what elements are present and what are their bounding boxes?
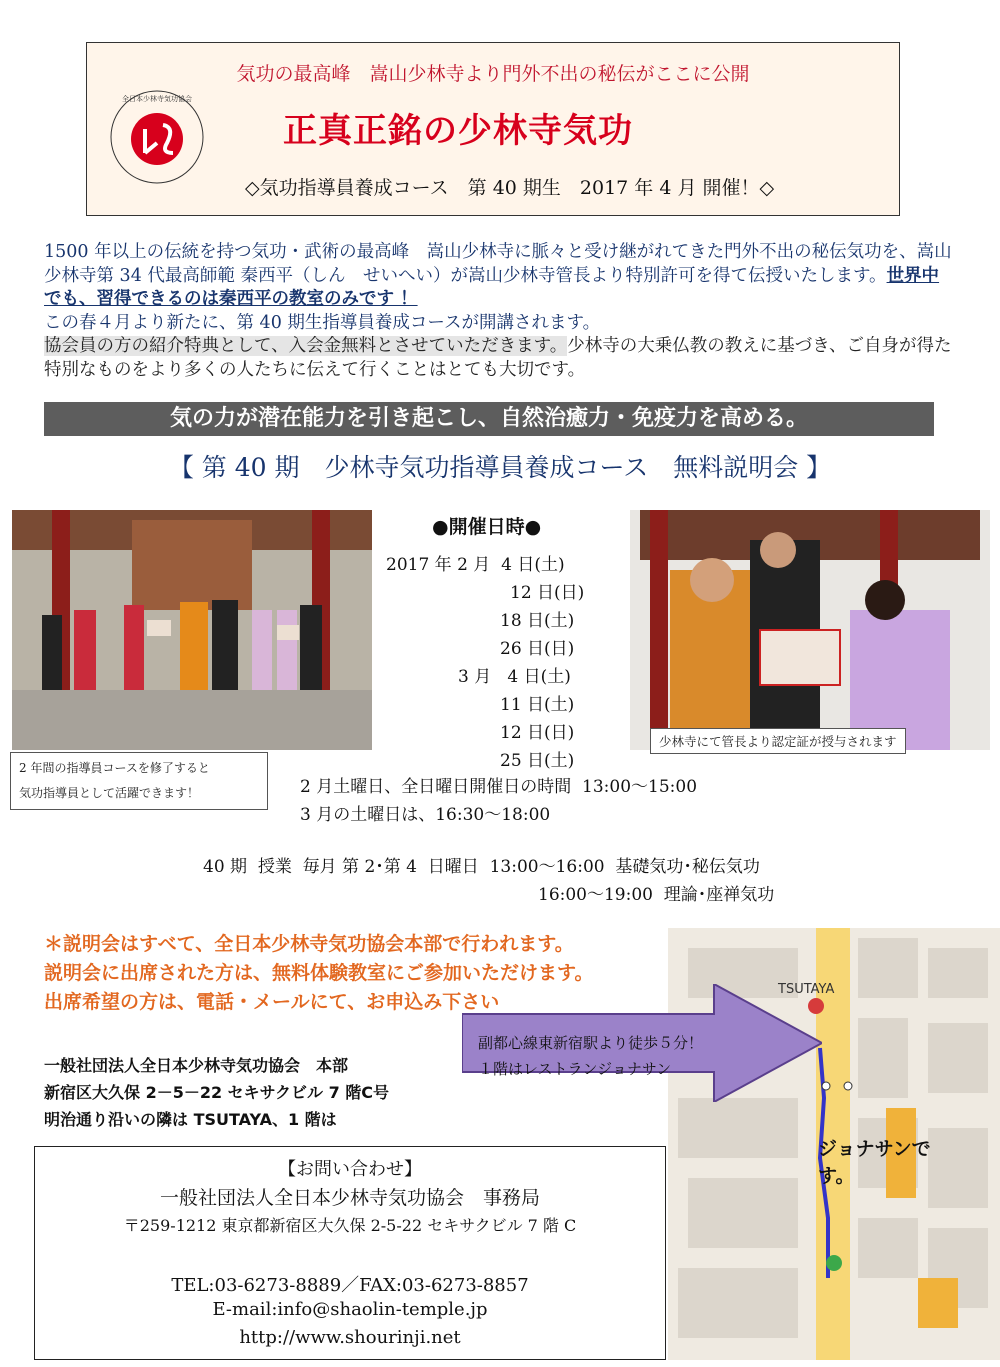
contact-heading: 【お問い合わせ】 xyxy=(278,1159,422,1180)
schedule-date: 3 月 4 日(土) xyxy=(458,667,571,687)
map-tsutaya-label: TSUTAYA xyxy=(778,982,835,997)
schedule-date: 11 日(土) xyxy=(500,695,575,715)
address-line-1: 一般社団法人全日本少林寺気功協会 本部 xyxy=(44,1056,349,1075)
header-subtitle: 気功の最高峰 嵩山少林寺より門外不出の秘伝がここに公開 xyxy=(236,63,750,85)
class-schedule-2: 16:00～19:00 理論･座禅気功 xyxy=(538,885,775,905)
intro-p3: 少林寺の大乗仏教の教えに基づき、ご自身が得た特別なものをより多くの人たちに伝えて行くことはとても大切です。 xyxy=(44,336,952,380)
notice-line-3: 出席希望の方は、電話・メールにて、お申込み下さい xyxy=(44,991,500,1013)
arrow-text-2: １階はレストランジョナサン xyxy=(478,1060,672,1078)
schedule-date: 2017 年 2 月 4 日(土) xyxy=(386,555,565,575)
left-photo-caption xyxy=(10,752,268,810)
contact-address: 〒259-1212 東京都新宿区大久保 2-5-22 セキサクビル 7 階 C xyxy=(123,1216,577,1235)
schedule-time-feb: 2 月土曜日、全日曜日開催日の時間 13:00～15:00 xyxy=(300,777,698,797)
header-box xyxy=(86,42,900,216)
intro-highlight: 協会員の方の紹介特典として、入会金無料とさせていただきます。 xyxy=(44,336,568,356)
address-line-3: 明治通り沿いの隣は TSUTAYA、1 階は xyxy=(44,1110,337,1129)
left-caption-line1: 2 年間の指導員コースを修了すると xyxy=(19,761,210,775)
notice-line-2: 説明会に出席された方は、無料体験教室にご参加いただけます。 xyxy=(44,962,594,984)
contact-website[interactable]: http://www.shourinji.net xyxy=(239,1327,461,1348)
association-logo xyxy=(107,87,207,187)
arrow-text-1: 副都心線東新宿駅より徒歩５分！ xyxy=(478,1034,704,1052)
course-announcement: ◇気功指導員養成コース 第 40 期生 2017 年 4 月 開催！◇ xyxy=(245,177,775,199)
certificate-photo xyxy=(630,510,990,750)
left-caption-line2: 気功指導員として活躍できます！ xyxy=(19,786,200,800)
headquarters-address xyxy=(44,1052,389,1133)
schedule-date: 12 日(日) xyxy=(510,583,585,603)
schedule-date: 25 日(土) xyxy=(500,751,575,771)
contact-phone: TEL:03-6273-8889／FAX:03-6273-8857 xyxy=(171,1275,529,1296)
intro-text xyxy=(44,241,954,382)
schedule-time-mar: 3 月の土曜日は、16:30～18:00 xyxy=(300,805,551,825)
right-photo-caption: 少林寺にて管長より認定証が授与されます xyxy=(650,728,906,754)
group-photo xyxy=(12,510,372,750)
class-schedule-1: 40 期 授業 毎月 第 2･第 4 日曜日 13:00～16:00 基礎気功･秘伝気功 xyxy=(203,857,760,877)
schedule-heading: ●開催日時● xyxy=(432,516,542,538)
contact-box xyxy=(34,1146,666,1360)
notice-line-1: ＊説明会はすべて、全日本少林寺気功協会本部で行われます。 xyxy=(44,933,574,955)
map-jonathan-label: ジョナサンです。 xyxy=(818,1138,931,1187)
schedule-date: 18 日(土) xyxy=(500,611,575,631)
contact-email[interactable]: E-mail:info@shaolin-temple.jp xyxy=(212,1299,488,1320)
seminar-title: 【 第 40 期 少林寺気功指導員養成コース 無料説明会 】 xyxy=(168,453,832,482)
header-title: 正真正銘の少林寺気功 xyxy=(283,111,633,151)
svg-text:全日本少林寺気功協会: 全日本少林寺気功協会 xyxy=(122,95,192,103)
slogan-banner: 気の力が潜在能力を引き起こし、自然治癒力・免疫力を高める。 xyxy=(44,402,934,436)
intro-p1: 1500 年以上の伝統を持つ気功・武術の最高峰 嵩山少林寺に脈々と受け継がれてきた門外不出の秘伝気功を、嵩山少林寺第 34 代最高師範 秦西平（しん せいへい）が嵩山少林寺管長より特別許可を得て伝授いたします。 xyxy=(44,242,952,286)
contact-organization: 一般社団法人全日本少林寺気功協会 事務局 xyxy=(159,1187,540,1209)
schedule-date: 12 日(日) xyxy=(500,723,575,743)
address-line-2: 新宿区大久保 2－5－22 セキサクビル 7 階C号 xyxy=(44,1083,390,1102)
schedule-date: 26 日(日) xyxy=(500,639,575,659)
intro-p2: この春４月より新たに、第 40 期生指導員養成コースが開講されます。 xyxy=(44,312,601,333)
notice-text xyxy=(44,930,684,1017)
intro-emphasis: 世界中でも、習得できるのは秦西平の教室のみです ！ xyxy=(44,265,940,309)
